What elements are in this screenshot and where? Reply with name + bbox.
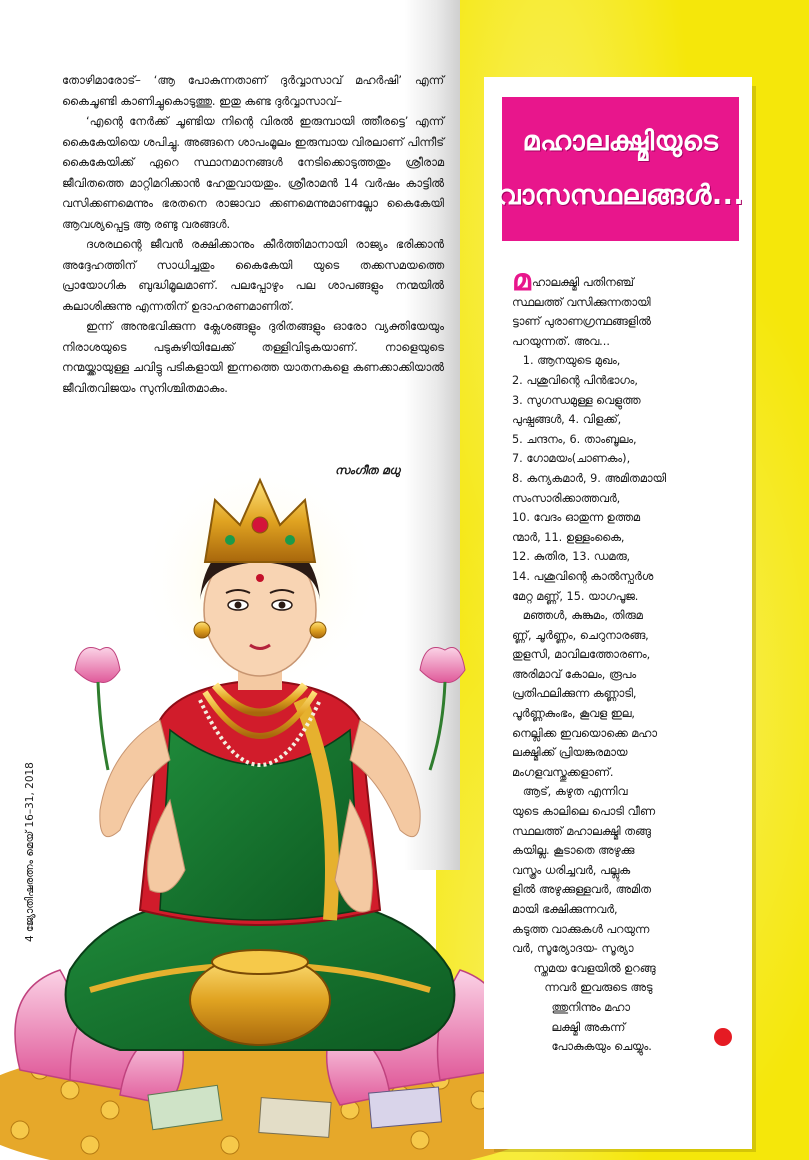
- panel-title-line: മഹാലക്ഷ്മിയുടെ: [522, 126, 719, 157]
- panel-text-line: മേറ്റ മണ്ണ്, 15. യാഗപൂജ.: [512, 589, 639, 603]
- page-footer-caption: 4 ജ്യോതിഷരത്നം മെയ് 16–31, 2018: [24, 762, 36, 942]
- author-byline: സംഗീത മധു: [335, 463, 400, 477]
- panel-text-line: അരിമാവ് കോലം, രൂപം: [512, 667, 637, 681]
- panel-text-line: 10. വേദം ഓതുന്ന ഉത്തമ: [512, 511, 640, 525]
- panel-text-line: ത്തുനിന്നും മഹാ: [512, 1000, 630, 1014]
- panel-text-line: സ്ഥലത്ത് മഹാലക്ഷ്മി തങ്ങു: [512, 824, 651, 838]
- panel-text-line: സംസാരിക്കാത്തവർ,: [512, 491, 621, 505]
- panel-text-line: യുടെ കാലിലെ പൊടി വീണ: [512, 805, 655, 819]
- panel-text-line: പൂർണ്ണകുംഭം, കൂവള ഇല,: [512, 707, 635, 721]
- panel-text-line: ന്നവർ ഇവരുടെ അടു: [512, 981, 653, 995]
- panel-text-line: ലക്ഷ്മി അകന്ന്: [512, 1020, 626, 1034]
- panel-text-line: നെല്ലിക്ക ഇവയൊക്കെ മഹാ: [512, 726, 657, 740]
- panel-body: [512, 263, 734, 1057]
- panel-text-line: മായി ഭക്ഷിക്കുന്നവർ,: [512, 903, 618, 916]
- panel-text-line: ട്ടാണ് പുരാണഗ്രന്ഥങ്ങളിൽ: [512, 315, 651, 329]
- panel-text-line: 12. കുതിര, 13. ഡമരു,: [512, 550, 631, 564]
- panel-text-line: കടുത്ത വാക്കുകൾ പറയുന്ന: [512, 922, 650, 936]
- panel-text-line: 8. കന്യകമാർ, 9. അമിതമായി: [512, 471, 667, 485]
- panel-text-line: ന്മാർ, 11. ഉള്ളംകൈ,: [512, 530, 625, 544]
- panel-text-line: 14. പശുവിന്റെ കാൽസ്പർശ: [512, 569, 654, 583]
- panel-text-line: ളിൽ അഴുക്കുള്ളവർ, അമിത: [512, 883, 651, 897]
- panel-text-line: 2. പശുവിന്റെ പിൻഭാഗം,: [512, 373, 639, 387]
- panel-text-line: 5. ചന്ദനം, 6. താംബൂലം,: [512, 432, 637, 446]
- article-paragraph: ഇന്ന് അനുഭവിക്കുന്ന ക്ലേശങ്ങളും ദുരിതങ്ങളും ഓരോ വ്യക്തിയേയും നിരാശയുടെ പടുകുഴിയിലേക്ക് തള്ളിവിടുകയാണ്. നാളെയുടെ നന്മയ്ക്കായുള്ള ചവിട്ടു പടികളായി ഇന്നത്തെ യാതനകളെ കണക്കാക്കിയാൽ ജീവിതവിജയം സുനിശ്ചിതമാകും.: [62, 319, 444, 395]
- panel-text-line-content: ഹാലക്ഷ്മി പതിനഞ്ച്: [531, 276, 634, 289]
- panel-text-line: വസ്ത്രം ധരിച്ചവർ, പല്ലുക: [512, 863, 631, 877]
- panel-text-line: മംഗളവസ്തുക്കളാണ്.: [512, 765, 614, 779]
- panel-text-line: വർ, സൂര്യോദയ- സൂര്യാ: [512, 942, 634, 956]
- panel-text-line: കയില്ല. കൂടാതെ അഴുക്കു: [512, 844, 635, 858]
- drop-cap: മ: [512, 263, 531, 298]
- end-mark-dot: [714, 1028, 732, 1046]
- panel-text-line: സ്ഥലത്ത് വസിക്കുന്നതായി: [512, 295, 651, 309]
- panel-title: [496, 97, 745, 241]
- panel-text-line: സ്തമയ വേളയിൽ ഉറങ്ങു: [512, 961, 656, 975]
- panel-text-line: പോകുകയും ചെയ്യും.: [512, 1040, 652, 1054]
- article-paragraph: ‘എന്റെ നേർക്ക് ചൂണ്ടിയ നിന്റെ വിരൽ ഇരുമ്പായി ത്തീരട്ടെ’ എന്ന് കൈകേയിയെ ശപിച്ചു. അങ്ങനെ ശാപംമൂലം ഇരുമ്പായ വിരലാണ് പിന്നീട് കൈകേയിക്ക് ഏറെ സ്ഥാനമാനങ്ങൾ നേടിക്കൊടുത്തതും ശ്രീരാമ ജീവിതത്തെ മാറ്റിമറിക്കാൻ ഹേതുവായതും. ശ്രീരാമൻ 14 വർഷം കാട്ടിൽ വസിക്കണമെന്നും ഭരതനെ രാജാവാ ക്കണമെന്നുമാണല്ലോ കൈകേയി ആവശ്യപ്പെട്ട ആ രണ്ടു വരങ്ങൾ.: [62, 114, 444, 231]
- panel-text-line: [512, 263, 734, 298]
- article-paragraph: ദശരഥന്റെ ജീവൻ രക്ഷിക്കാനും കീർത്തിമാനായി രാജ്യം ഭരിക്കാൻ അദ്ദേഹത്തിന് സാധിച്ചതും കൈകേയി യുടെ തക്കസമയത്തെ പ്രായോഗിക ബുദ്ധിമൂലമാണ്. പലപ്പോഴും പല ശാപങ്ങളും നന്മയിൽ കലാശിക്കുന്നു എന്നതിന് ഉദാഹരണമാണിത്.: [62, 237, 444, 313]
- panel-text-line: 7. ഗോമയം(ചാണകം),: [512, 452, 631, 466]
- panel-text-line: 3. സുഗന്ധമുള്ള വെളുത്ത: [512, 393, 641, 407]
- article-body: [62, 70, 444, 398]
- panel-text-line: 1. ആനയുടെ മുഖം,: [512, 354, 621, 368]
- article-paragraph: തോഴിമാരോട്– ‘ആ പോകുന്നതാണ് ദുർവ്വാസാവ് മഹർഷി’ എന്ന് കൈചൂണ്ടി കാണിച്ചുകൊടുത്തു. ഇതു കണ്ട ദുർവ്വാസാവ്–: [62, 73, 444, 108]
- panel-text-line: പുഷ്പങ്ങൾ, 4. വിളക്ക്,: [512, 413, 622, 427]
- panel-text-line: പ്രതിഫലിക്കുന്ന കണ്ണാടി,: [512, 687, 637, 701]
- panel-text-line: ആട്, കഴുത എന്നിവ: [512, 785, 628, 799]
- panel-text-line: ലക്ഷ്മിക്ക് പ്രിയങ്കരമായ: [512, 746, 628, 760]
- panel-title-line: വാസസ്ഥലങ്ങൾ...: [496, 180, 745, 211]
- panel-text-line: ണ്ണ്, ചൂർണ്ണം, ചെറുനാരങ്ങ,: [512, 628, 649, 642]
- panel-text-line: തുളസി, മാവിലത്തോരണം,: [512, 648, 651, 662]
- goddess-lakshmi-illustration: [0, 470, 520, 1160]
- panel-text-line: പറയുന്നത്. അവ...: [512, 334, 610, 348]
- panel-text-line: മഞ്ഞൾ, കുങ്കുമം, തിരുമ: [512, 609, 643, 623]
